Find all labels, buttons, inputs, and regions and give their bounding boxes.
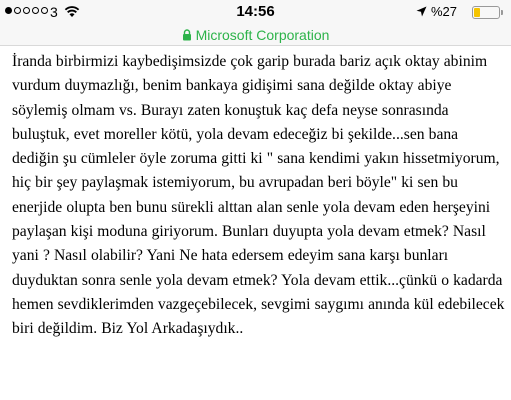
- lock-icon: [182, 29, 192, 41]
- status-bar: [0, 0, 511, 24]
- battery-percentage: %27: [431, 4, 458, 19]
- location-arrow-icon: [416, 6, 427, 17]
- carrier-name: 3: [50, 4, 58, 20]
- url-bar[interactable]: [0, 24, 511, 46]
- site-identity[interactable]: Microsoft Corporation: [195, 26, 330, 43]
- article-text: İranda birbirmizi kaybedişimsizde çok garip burada bariz açık oktay abinim vurdum duymazlığı, benim bankaya gidişimi sana değilde oktay abiye söylemiş olmam vs. Burayı zaten konuştuk kaç defa neyse sonrasında buluştuk, evet moreller kötü, yola devam edeceğiz bi şekilde...sen bana dediğin şu cümleler öyle zoruma gitti ki " sana kendimi yakın hissetmiyorum, hiç bir şey paylaşmak istemiyorum, bu avrupadan beri böyle" ki sen bu enerjide olupta ben bunu sürekli alttan alan senle yola devam eden herşeyini paylaşan kişi moduna giriyorum. Bunları duyupta yola devam etmek? Nasıl yani ? Nasıl olabilir? Yani Ne hata edersem edeyim sana karşı bunları duyduktan sonra senle yola devam etmek? Yola devam ettik...çünkü o kadarda hemen sevdiklerimden vazgeçebilecek, sevgimi saygımı anında kül edebilecek biri değildim. Biz Yol Arkadaşıydık..: [12, 53, 505, 338]
- battery-tip: [501, 10, 503, 15]
- battery-icon: [472, 6, 500, 19]
- clock: 14:56: [236, 3, 275, 20]
